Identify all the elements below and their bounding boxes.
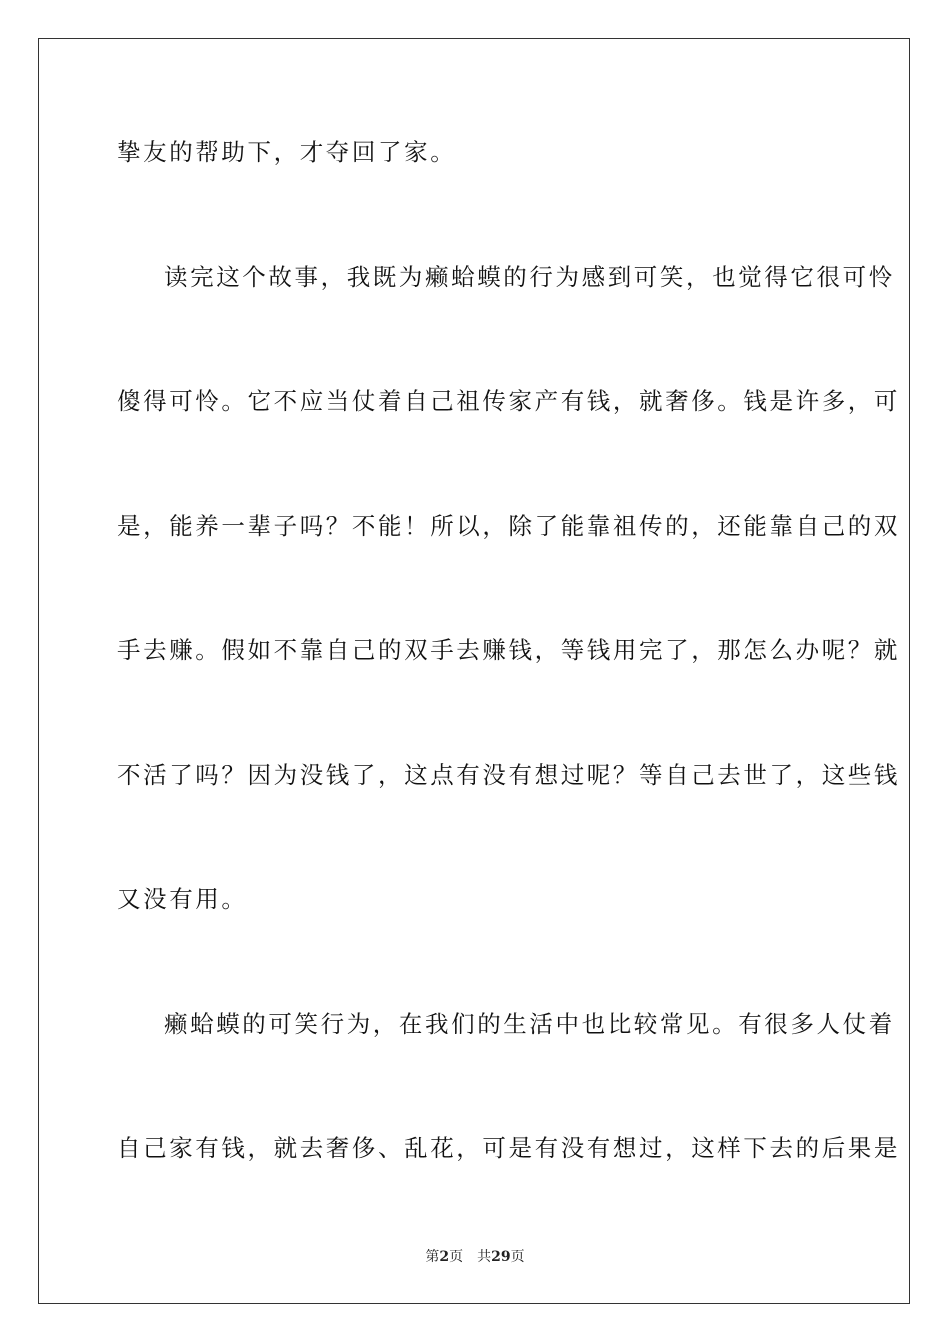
page-border: [38, 38, 910, 1304]
total-pages: 29: [491, 1249, 511, 1265]
text-line-3: 傻得可怜。它不应当仗着自己祖传家产有钱，就奢侈。钱是许多，可: [117, 387, 900, 415]
total-prefix: 共: [477, 1249, 492, 1265]
total-suffix: 页: [510, 1249, 525, 1265]
page-footer: [0, 1248, 950, 1266]
text-line-4: 是，能养一辈子吗？不能！所以，除了能靠祖传的，还能靠自己的双: [117, 512, 900, 540]
text-line-5: 手去赚。假如不靠自己的双手去赚钱，等钱用完了，那怎么办呢？就: [117, 636, 900, 664]
text-line-1: 挚友的帮助下，才夺回了家。: [117, 138, 457, 166]
text-line-9: 自己家有钱，就去奢侈、乱花，可是有没有想过，这样下去的后果是: [117, 1134, 900, 1162]
page-number: 2: [439, 1249, 450, 1265]
text-line-8: 癞蛤蟆的可笑行为，在我们的生活中也比较常见。有很多人仗着: [164, 1010, 895, 1038]
page-prefix: 第: [425, 1249, 440, 1265]
text-line-6: 不活了吗？因为没钱了，这点有没有想过呢？等自己去世了，这些钱: [117, 761, 900, 789]
text-line-2: 读完这个故事，我既为癞蛤蟆的行为感到可笑，也觉得它很可怜: [164, 263, 895, 291]
page-suffix: 页: [449, 1249, 464, 1265]
text-line-7: 又没有用。: [117, 885, 248, 913]
